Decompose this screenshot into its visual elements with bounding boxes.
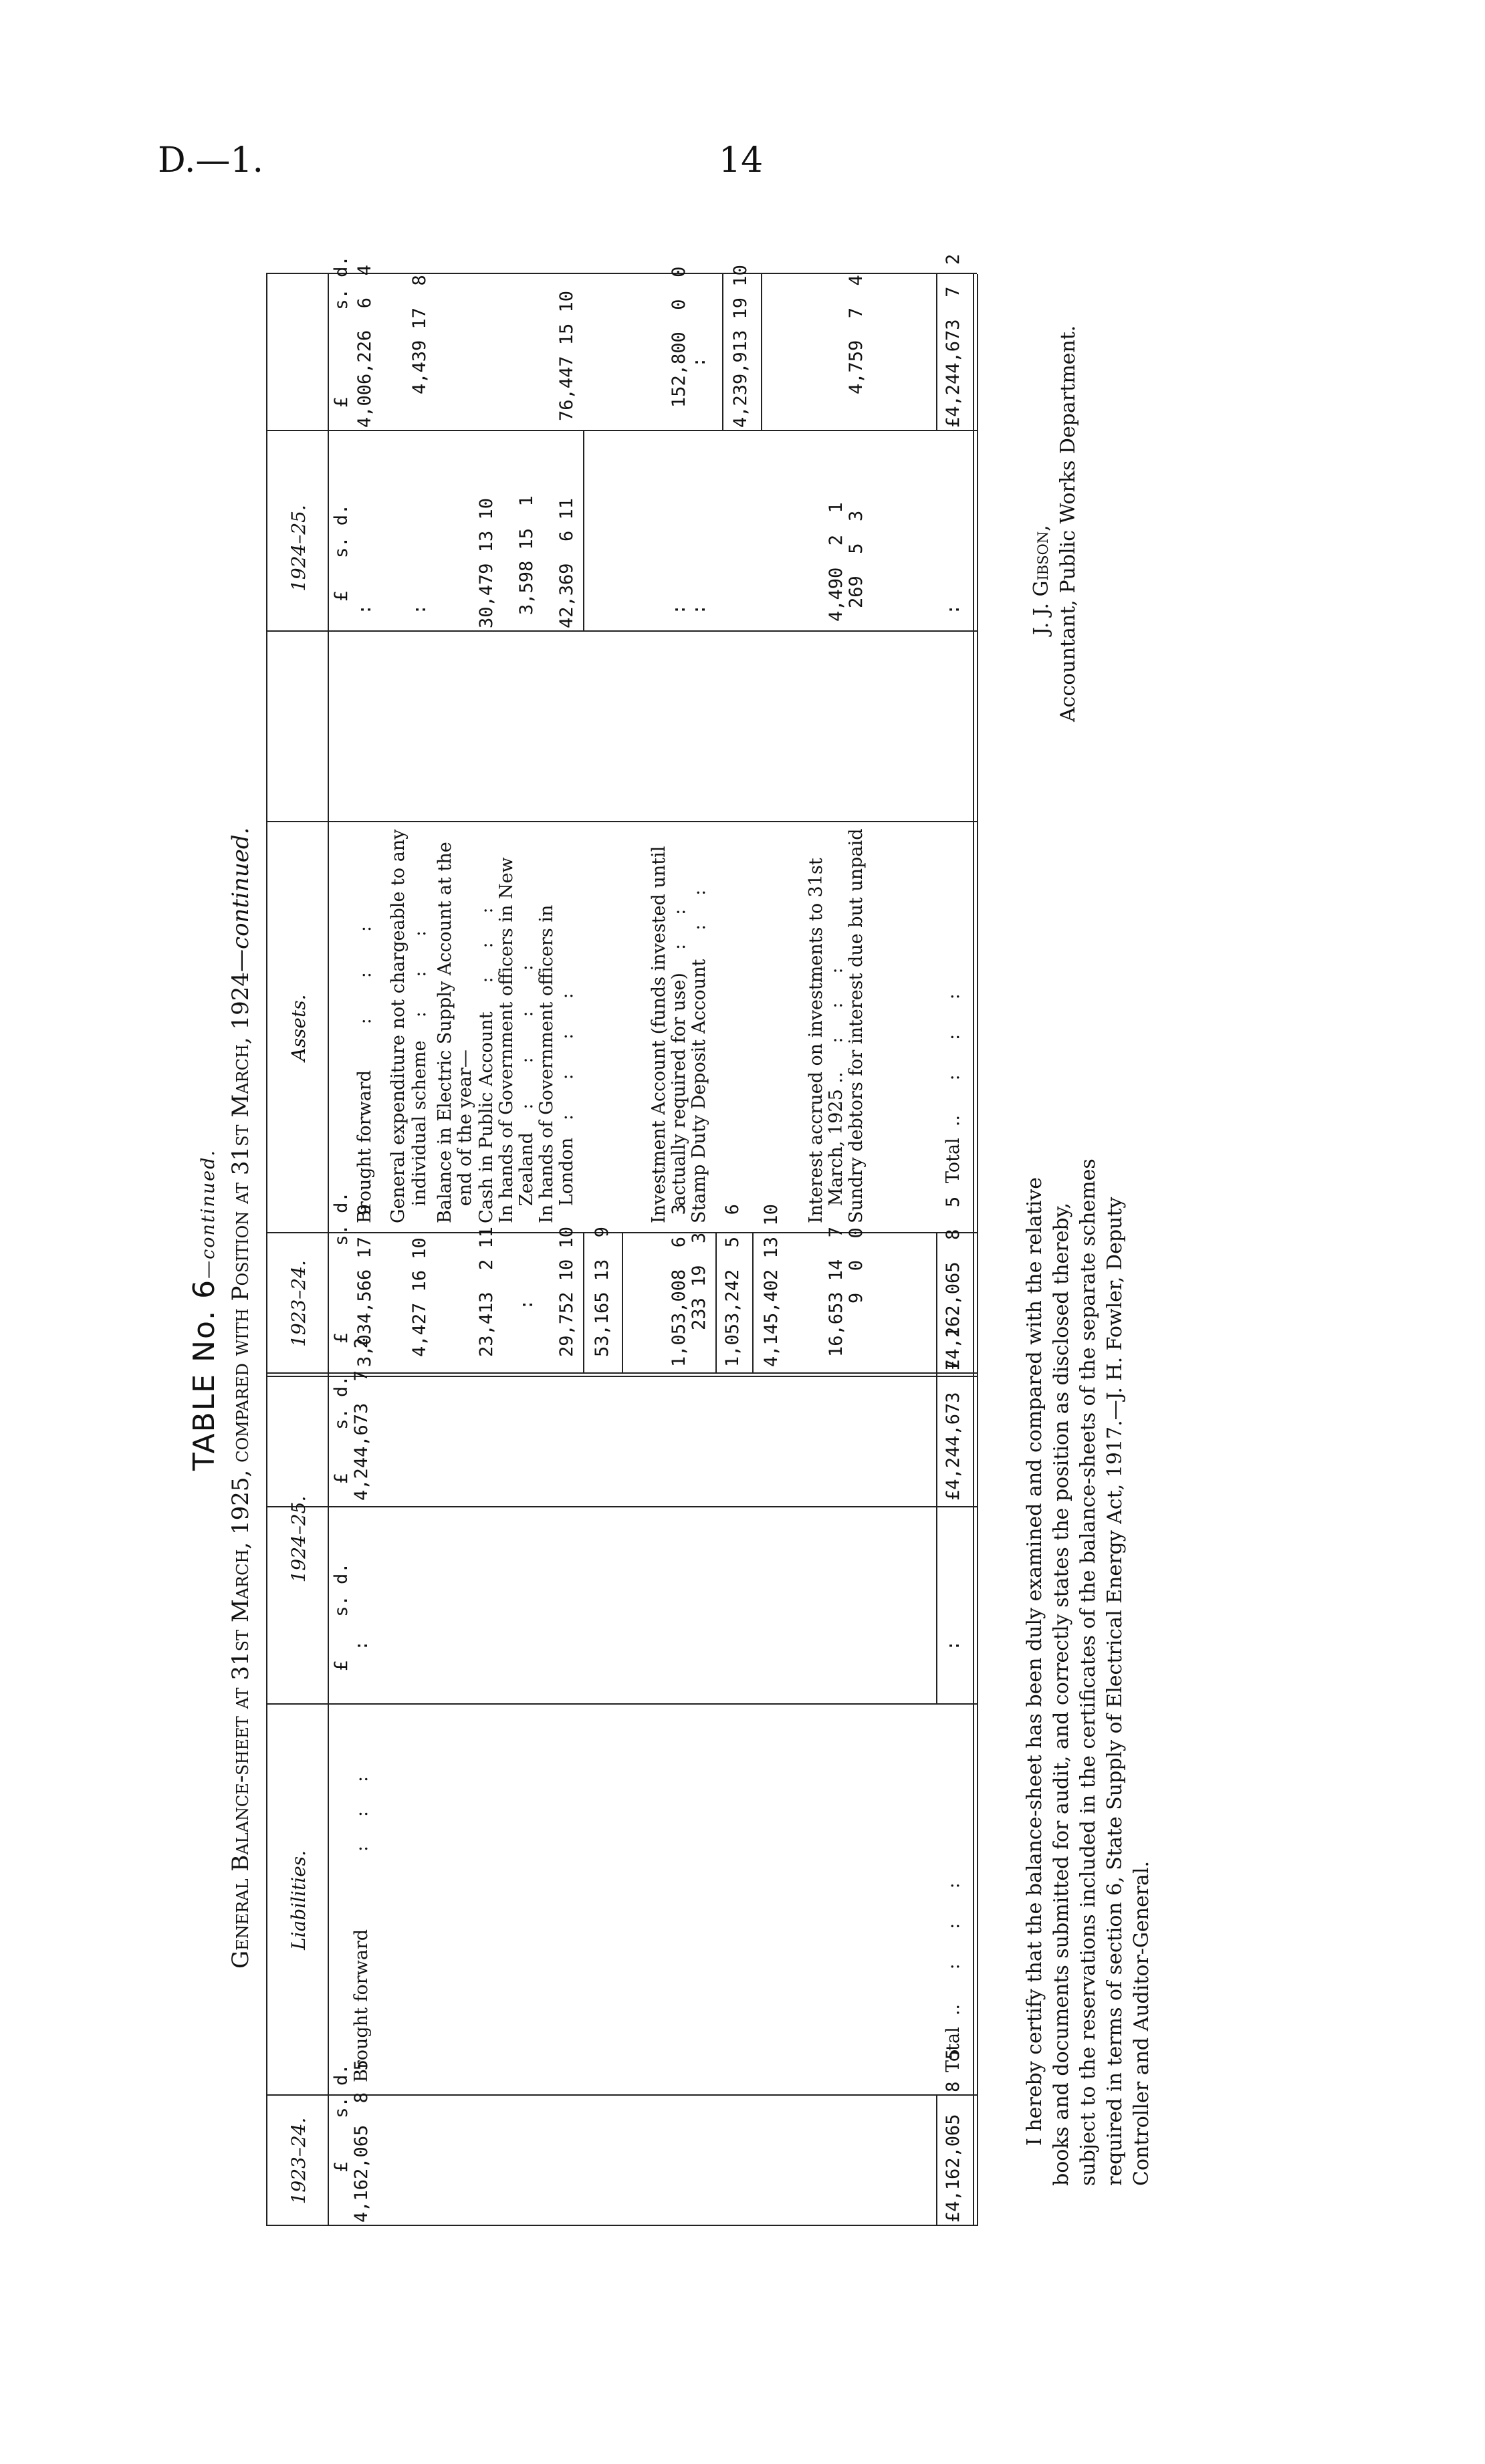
asset-cur-0: 4,006,226 6 4	[354, 265, 375, 428]
asset3-prev-1: 16,653 14 7	[826, 1226, 846, 1357]
asset3-label-2: Sundry debtors for interest due but unpaid	[846, 828, 867, 1223]
asset2-cur-2: :	[689, 356, 709, 368]
assets-units-prev: £ s. d.	[331, 1191, 352, 1344]
signature-title: Accountant, Public Works Department.	[1056, 325, 1080, 722]
assets-col-1923: 1923–24.	[288, 1260, 310, 1347]
asset-label-8: In hands of Government officers in	[536, 904, 557, 1223]
asset-label-7: Zealand : : : :	[516, 965, 537, 1223]
asset-label-5: Cash in Public Account : : :	[476, 907, 497, 1223]
certificate-line-0: I hereby certify that the balance-sheet has been duly examined and compared with the relative	[1023, 1177, 1046, 2146]
asset-subtotal-prev-1: 53,165 13 9	[592, 1226, 612, 1357]
assets-units-cur: £ s. d.	[331, 255, 352, 408]
asset3-prev-2: 9 0 0	[846, 1227, 867, 1304]
asset-cur-9: 76,447 15 10	[556, 290, 577, 421]
asset-total-label: Total .. : : :	[943, 993, 963, 1183]
asset2-label-2: Stamp Duty Deposit Account : :	[689, 889, 709, 1223]
liab-total-sub: :	[943, 1640, 963, 1651]
asset-label-2: individual scheme : : :	[409, 930, 430, 1223]
asset-label-1: General expenditure not chargeable to any	[388, 829, 409, 1223]
asset-total-prev: £4,162,065 8 5	[943, 1196, 963, 1370]
table-title: TABLE No. 6—continued.	[187, 1149, 221, 1471]
asset-prev-0: 3,034,566 17 9	[354, 1204, 375, 1367]
asset-label-0: Brought forward : : :	[354, 925, 375, 1223]
rotated-balance-sheet	[187, 221, 1230, 2226]
asset-total-cur: £4,244,673 7 2	[943, 253, 963, 428]
asset2-prev-1: 1,053,008 6 3	[669, 1204, 689, 1367]
liab-units-cur: £ s. d.	[331, 1375, 352, 1484]
asset3-label-1: March, 1925 .. : : :	[826, 967, 846, 1223]
asset-subtotal-prev-2: 1,053,242 5 6	[722, 1204, 743, 1367]
liab-col-head: Liabilities.	[288, 1850, 310, 1951]
page-number: 14	[719, 140, 764, 180]
asset3-cur-2: 4,759 7 4	[846, 275, 867, 394]
asset-sub-0: :	[354, 604, 375, 615]
asset2-sub-1: :	[669, 604, 689, 615]
asset3-sub-1: 4,490 2 1	[826, 502, 846, 622]
liab-dots: : : :	[351, 1775, 372, 1852]
asset-sub-5: 30,479 13 10	[476, 497, 497, 628]
asset2-cur-1: 152,800 0 0	[669, 266, 689, 408]
liab-total-cur: £4,244,673 7 2	[943, 1326, 963, 1501]
asset-cur-2: 4,439 17 8	[409, 275, 430, 394]
liab-col-1924: 1924–25.	[288, 1495, 310, 1583]
asset-label-3: Balance in Electric Supply Account at the	[435, 842, 455, 1223]
liab-units-prev: £ s. d.	[331, 2064, 352, 2173]
asset-total-sub: :	[943, 604, 963, 615]
asset-sub-2: :	[409, 604, 430, 615]
signature-name: J. J. Gibson,	[1030, 525, 1053, 635]
assets-col-head: Assets.	[288, 994, 310, 1062]
asset-label-6: In hands of Government officers in New	[496, 857, 517, 1223]
asset-label-4: end of the year—	[455, 1050, 475, 1223]
asset-running-cur: 4,239,913 19 10	[730, 265, 751, 428]
asset2-label-1: actually required for use) : :	[669, 908, 689, 1223]
assets-col-1924: 1924–25.	[288, 505, 310, 592]
asset-sub-7: 3,598 15 1	[516, 495, 537, 615]
asset-sub-9: 42,369 6 11	[556, 497, 577, 628]
asset-prev-9: 29,752 10 10	[556, 1226, 577, 1357]
liab-col-1923: 1923–24.	[288, 2117, 310, 2205]
assets-units-sub: £ s. d.	[331, 503, 352, 602]
liab-total-prev: £4,162,065 8 5	[943, 2048, 963, 2223]
asset-prev-5: 23,413 2 11	[476, 1226, 497, 1357]
certificate-line-4: Controller and Auditor-General.	[1130, 1860, 1153, 2186]
asset2-sub-2: :	[689, 604, 709, 615]
certificate-line-3: required in terms of section 6, State Supply of Electrical Energy Act, 1917.—J. H. Fowler, Deputy	[1103, 1197, 1127, 2186]
asset3-label-0: Interest accrued on investments to 31st	[806, 858, 826, 1223]
asset-prev-2: 4,427 16 10	[409, 1237, 430, 1357]
asset3-sub-2: 269 5 3	[846, 510, 867, 608]
asset-label-9: London : : : :	[556, 993, 577, 1223]
liab-units-sub: £ s. d.	[331, 1562, 352, 1671]
asset2-label-0: Investment Account (funds invested until	[649, 846, 669, 1223]
liab-cur-amount: 4,244,673 7 2	[351, 1338, 372, 1501]
certificate-line-1: books and documents submitted for audit, and correctly states the position as disclosed thereby,	[1050, 1202, 1073, 2186]
asset2-prev-2: 233 19 3	[689, 1232, 709, 1330]
page-header-ref: D.—1.	[158, 140, 263, 180]
liab-brought-forward: Brought forward	[351, 1929, 372, 2082]
liab-total-label: Total .. : : :	[943, 1882, 963, 2072]
table-subtitle: General Balance-sheet at 31st March, 1925, compared with Position at 31st March, 1924—continued.	[227, 827, 254, 1969]
liab-prev-amount: 4,162,065 8 5	[351, 2060, 372, 2223]
asset-running-prev: 4,145,402 13 10	[761, 1204, 782, 1367]
certificate-line-2: subject to the reservations included in the certificates of the balance-sheets of the separate schemes	[1076, 1158, 1100, 2186]
asset-prev-7: :	[516, 1299, 537, 1310]
liab-sub-dots: :	[351, 1640, 372, 1651]
